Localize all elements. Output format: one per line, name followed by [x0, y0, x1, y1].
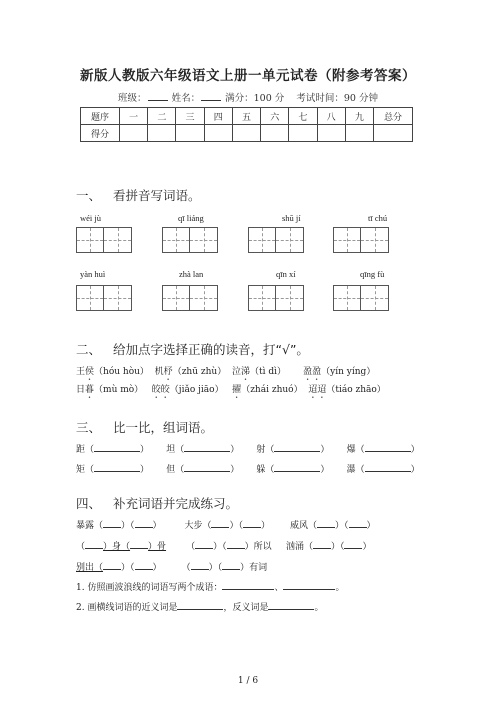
writing-grid[interactable] [76, 227, 132, 253]
section-4-heading: 四、 补充词语并完成练习。 [76, 496, 239, 511]
question-1: 1. 仿照画波浪线的词语写两个成语： 、 。 [76, 580, 344, 593]
writing-grid[interactable] [76, 285, 132, 311]
question-2: 2. 画横线词语的近义词是 ，反义词是 。 [76, 600, 323, 613]
pronunciation-line-2: 日暮（mù mò） 皎皎（jiǎo jiāo） 擢（zhái zhuó） 迢迢（tiáo zhāo） [76, 385, 386, 395]
idiom-row-3: 别出（ ）（ ） （ ）（ ）有词 [76, 560, 267, 573]
idiom-row-1: 暴露（ ）（ ） 大步（ ）（ ） 威风（ ）（ ） [76, 518, 376, 531]
writing-grid[interactable] [248, 285, 304, 311]
writing-grid[interactable] [162, 285, 218, 311]
page-title: 新版人教版六年级语文上册一单元试卷（附参考答案） [80, 68, 416, 84]
section-3-heading: 三、 比一比，组词语。 [76, 420, 214, 435]
compare-row-1: 距（ ） 坦（ ） 射（ ） 爆（ ） [76, 442, 420, 455]
class-blank[interactable] [148, 91, 168, 101]
name-blank[interactable] [201, 91, 221, 101]
exam-meta: 班级： 姓名： 满分：100 分 考试时间：90 分钟 [118, 93, 378, 104]
compare-row-2: 矩（ ） 但（ ） 躲（ ） 瀑（ ） [76, 462, 420, 475]
page-number: 1 / 6 [237, 676, 259, 686]
section-2-heading: 二、 给加点字选择正确的读音，打“√”。 [76, 342, 309, 357]
writing-grid[interactable] [162, 227, 218, 253]
score-table-score-row: 得分 [81, 125, 413, 142]
writing-grid[interactable] [333, 227, 389, 253]
writing-grid[interactable] [248, 227, 304, 253]
section-1-heading: 一、 看拼音写词语。 [76, 188, 201, 203]
score-table [80, 107, 413, 142]
score-table-header-row: 题序 一 二 三 四 五 六 七 八 九 总分 [81, 108, 413, 125]
idiom-row-2: （ ）身（ ）骨 （ ）（ ）所以 汹涌（ ）（ ） [76, 539, 371, 552]
pronunciation-line-1: 王侯（hóu hòu） 机杼（zhū zhù） 泣涕（tì dì） 盈盈（yín yíng） [76, 367, 376, 377]
writing-grid[interactable] [333, 285, 389, 311]
